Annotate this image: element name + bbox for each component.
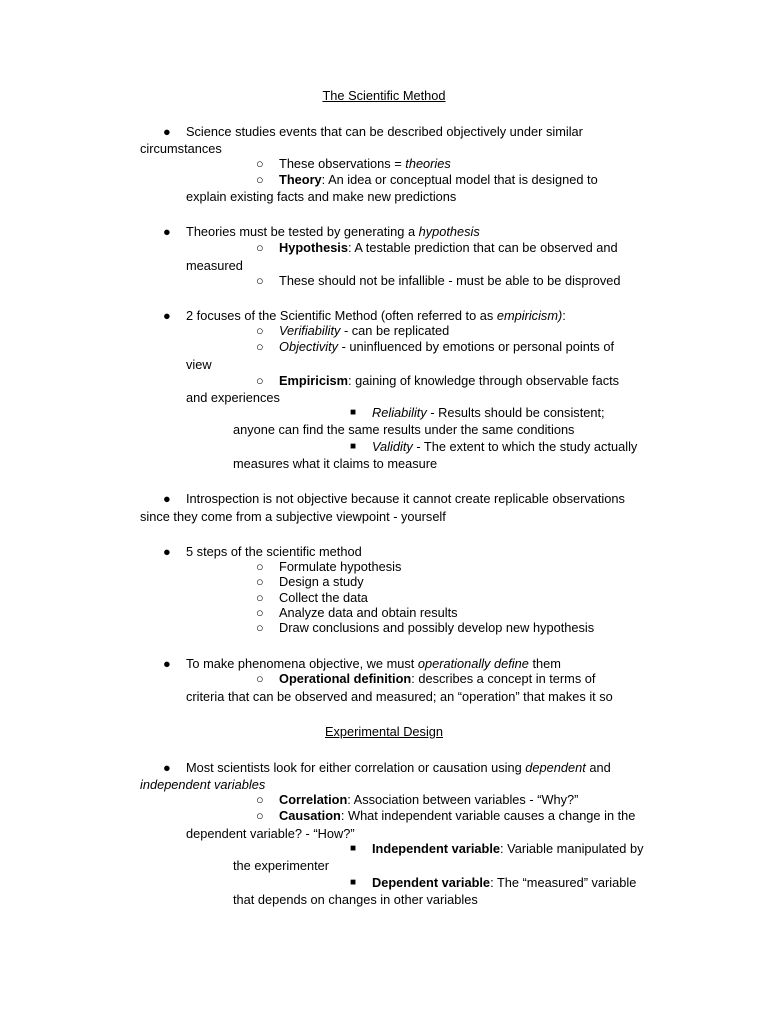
- emphasis-text: theories: [405, 156, 451, 171]
- sub-bullet-text: [279, 808, 635, 824]
- text-run: Most scientists look for either correlation or causation using: [186, 760, 526, 775]
- step-text: Formulate hypothesis: [279, 559, 402, 574]
- emphasis-text: Validity: [372, 439, 413, 454]
- text-run: To make phenomena objective, we must: [186, 656, 418, 671]
- sub-bullet-circle: ○: [256, 671, 264, 686]
- bullet-dot: ●: [163, 544, 171, 559]
- bullet-dot: ●: [163, 491, 171, 506]
- sub-bullet-circle: ○: [256, 792, 264, 807]
- text-run: : Association between variables - “Why?”: [347, 792, 579, 807]
- text-run: : An idea or conceptual model that is designed to: [321, 172, 598, 187]
- text-run: 2 focuses of the Scientific Method (often referred to as: [186, 308, 497, 323]
- emphasis-text: independent variables: [140, 777, 266, 792]
- sub-bullet-text: [279, 792, 578, 808]
- sub-sub-bullet-text: [372, 875, 636, 891]
- text-run: - The extent to which the study actually: [412, 439, 638, 454]
- emphasis-text: Reliability: [372, 405, 427, 420]
- bullet-dot: ●: [163, 760, 171, 775]
- text-run: : describes a concept in terms of: [411, 671, 596, 686]
- bullet-text: [140, 777, 265, 793]
- sub-bullet-circle: ○: [256, 339, 264, 354]
- section-title: Experimental Design: [324, 724, 444, 739]
- term-text: Hypothesis: [279, 240, 348, 255]
- text-run: : Variable manipulated by: [500, 841, 644, 856]
- sub-bullet-text: measured: [186, 258, 243, 273]
- sub-bullet-text: [279, 156, 451, 172]
- sub-bullet-text: view: [186, 357, 212, 372]
- bullet-text: [186, 656, 561, 672]
- bullet-dot: ●: [163, 656, 171, 671]
- term-text: Theory: [279, 172, 322, 187]
- bullet-dot: ●: [163, 124, 171, 139]
- bullet-dot: ●: [163, 224, 171, 239]
- emphasis-text: Objectivity: [279, 339, 339, 354]
- sub-sub-bullet-text: [372, 841, 643, 857]
- sub-sub-bullet-square: ■: [350, 441, 357, 452]
- sub-bullet-text: [279, 373, 619, 389]
- step-text: Analyze data and obtain results: [279, 605, 458, 620]
- sub-bullet-circle: ○: [256, 240, 264, 255]
- text-run: : The “measured” variable: [490, 875, 637, 890]
- sub-bullet-circle: ○: [256, 605, 264, 620]
- sub-bullet-circle: ○: [256, 620, 264, 635]
- text-run: These observations =: [279, 156, 406, 171]
- text-run: and: [585, 760, 611, 775]
- emphasis-text: empiricism): [496, 308, 563, 323]
- step-text: Draw conclusions and possibly develop new hypothesis: [279, 620, 595, 635]
- sub-sub-bullet-text: that depends on changes in other variables: [233, 892, 478, 907]
- sub-bullet-circle: ○: [256, 172, 264, 187]
- text-run: - Results should be consistent;: [426, 405, 605, 420]
- term-text: Correlation: [279, 792, 348, 807]
- step-text: Design a study: [279, 574, 364, 589]
- sub-bullet-circle: ○: [256, 323, 264, 338]
- text-run: : A testable prediction that can be observed and: [347, 240, 618, 255]
- sub-bullet-text: criteria that can be observed and measured; an “operation” that makes it so: [186, 689, 613, 704]
- term-text: Operational definition: [279, 671, 412, 686]
- sub-bullet-text: These should not be infallible - must be able to be disproved: [279, 273, 621, 288]
- text-run: - uninfluenced by emotions or personal points of: [338, 339, 615, 354]
- sub-bullet-text: [279, 339, 614, 355]
- sub-bullet-text: explain existing facts and make new predictions: [186, 189, 457, 204]
- sub-sub-bullet-text: anyone can find the same results under the same conditions: [233, 422, 575, 437]
- bullet-text: Science studies events that can be described objectively under similar: [186, 124, 583, 139]
- sub-bullet-text: [279, 671, 595, 687]
- sub-bullet-circle: ○: [256, 373, 264, 388]
- page-title: The Scientific Method: [322, 88, 446, 103]
- sub-bullet-text: [279, 240, 618, 256]
- sub-bullet-circle: ○: [256, 590, 264, 605]
- sub-bullet-circle: ○: [256, 574, 264, 589]
- sub-bullet-circle: ○: [256, 156, 264, 171]
- sub-bullet-text: dependent variable? - “How?”: [186, 826, 355, 841]
- bullet-text: Introspection is not objective because it cannot create replicable observations: [186, 491, 625, 506]
- sub-bullet-circle: ○: [256, 273, 264, 288]
- sub-bullet-circle: ○: [256, 808, 264, 823]
- text-run: : gaining of knowledge through observable facts: [348, 373, 620, 388]
- sub-sub-bullet-square: ■: [350, 407, 357, 418]
- sub-sub-bullet-square: ■: [350, 877, 357, 888]
- bullet-text: 5 steps of the scientific method: [186, 544, 362, 559]
- emphasis-text: Verifiability: [279, 323, 341, 338]
- emphasis-text: operationally define: [417, 656, 529, 671]
- bullet-text: [186, 224, 480, 240]
- bullet-text: [186, 760, 611, 776]
- sub-bullet-text: [279, 323, 449, 339]
- term-text: Dependent variable: [372, 875, 491, 890]
- sub-bullet-text: and experiences: [186, 390, 280, 405]
- text-run: :: [562, 308, 566, 323]
- sub-sub-bullet-square: ■: [350, 843, 357, 854]
- text-run: Theories must be tested by generating a: [186, 224, 419, 239]
- sub-bullet-text: [279, 172, 598, 188]
- sub-sub-bullet-text: the experimenter: [233, 858, 330, 873]
- term-text: Empiricism: [279, 373, 348, 388]
- text-run: - can be replicated: [340, 323, 450, 338]
- emphasis-text: dependent: [525, 760, 586, 775]
- emphasis-text: hypothesis: [418, 224, 480, 239]
- text-run: : What independent variable causes a change in the: [340, 808, 636, 823]
- bullet-text: circumstances: [140, 141, 222, 156]
- step-text: Collect the data: [279, 590, 368, 605]
- bullet-text: since they come from a subjective viewpoint - yourself: [140, 509, 446, 524]
- sub-bullet-circle: ○: [256, 559, 264, 574]
- text-run: them: [528, 656, 561, 671]
- bullet-dot: ●: [163, 308, 171, 323]
- sub-sub-bullet-text: [372, 405, 605, 421]
- term-text: Independent variable: [372, 841, 501, 856]
- sub-sub-bullet-text: [372, 439, 637, 455]
- sub-sub-bullet-text: measures what it claims to measure: [233, 456, 438, 471]
- bullet-text: [186, 308, 566, 324]
- term-text: Causation: [279, 808, 341, 823]
